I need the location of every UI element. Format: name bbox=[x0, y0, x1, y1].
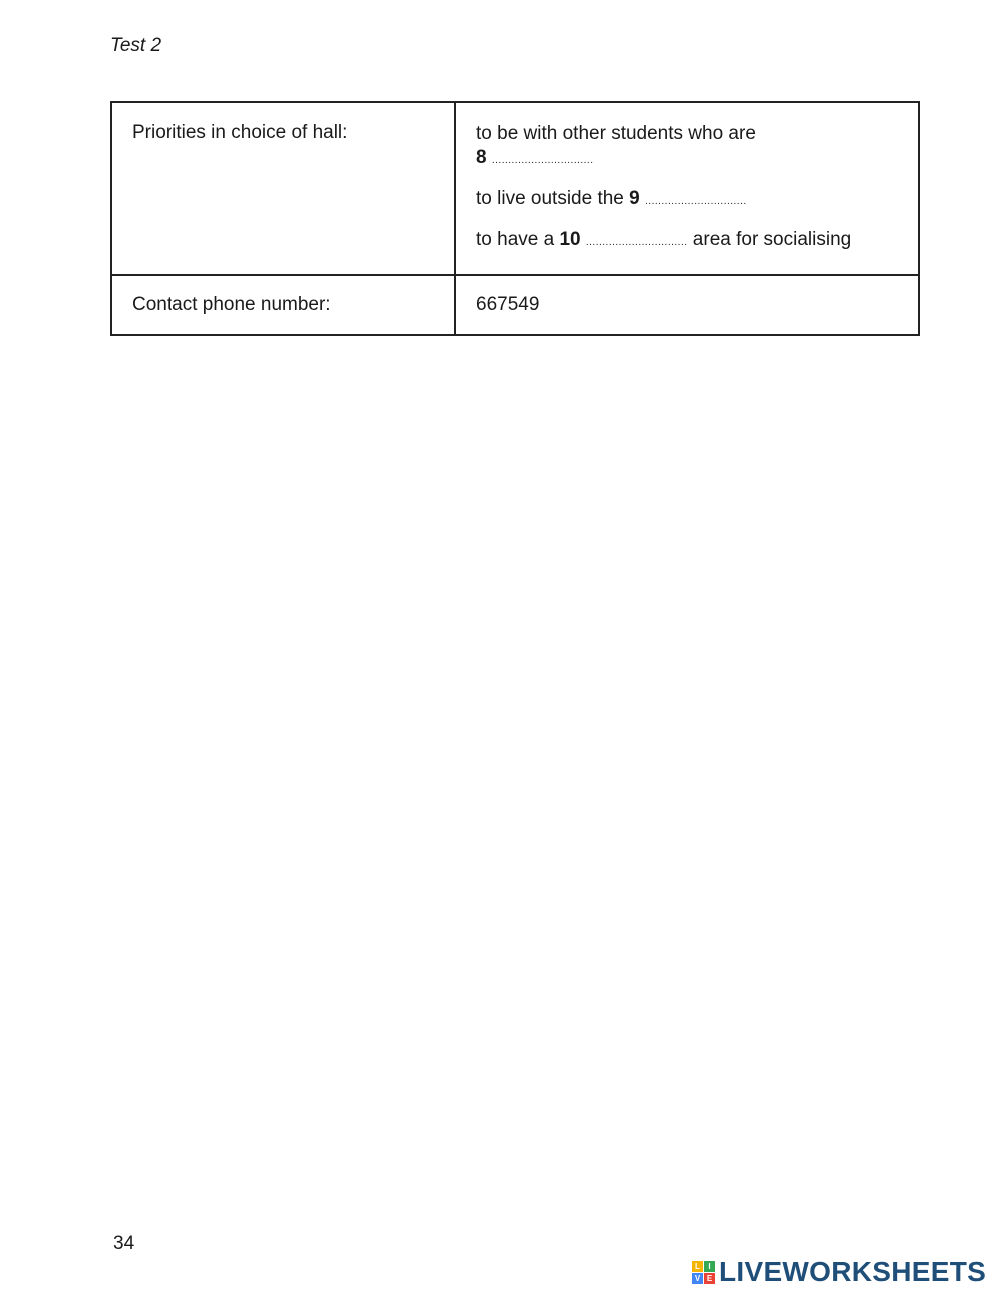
question-10-number: 10 bbox=[559, 229, 581, 250]
logo-mark-letter: V bbox=[692, 1273, 703, 1284]
priority-text-1: to be with other students who are bbox=[476, 123, 756, 144]
logo-mark-letter: E bbox=[704, 1273, 715, 1284]
priority-text-2: to live outside the bbox=[476, 188, 630, 209]
logo-mark-icon bbox=[692, 1261, 715, 1284]
logo-mark-letter: I bbox=[704, 1261, 715, 1272]
phone-value: 667549 bbox=[455, 275, 919, 335]
question-8-blank[interactable]: ............................... bbox=[491, 155, 594, 166]
page-number: 34 bbox=[113, 1233, 135, 1254]
priority-text-3: to have a bbox=[476, 229, 560, 250]
form-table bbox=[110, 101, 920, 336]
priority-line-2 bbox=[476, 187, 898, 214]
priorities-label: Priorities in choice of hall: bbox=[111, 102, 455, 275]
table-row bbox=[111, 275, 919, 335]
test-label: Test 2 bbox=[110, 35, 162, 56]
priority-text-3-suffix: area for socialising bbox=[687, 229, 852, 250]
question-10-blank[interactable]: ............................... bbox=[585, 237, 688, 248]
priority-line-3 bbox=[476, 228, 898, 255]
question-9-blank[interactable]: ............................... bbox=[645, 196, 747, 207]
table-row bbox=[111, 102, 919, 275]
priority-line-1 bbox=[476, 122, 898, 173]
logo-text: LIVEWORKSHEETS bbox=[719, 1256, 987, 1287]
question-9-number: 9 bbox=[629, 188, 640, 209]
question-8-number: 8 bbox=[476, 147, 487, 168]
phone-label: Contact phone number: bbox=[111, 275, 455, 335]
logo-mark-letter: L bbox=[692, 1261, 703, 1272]
liveworksheets-logo[interactable] bbox=[692, 1256, 986, 1288]
priorities-value bbox=[455, 102, 919, 275]
